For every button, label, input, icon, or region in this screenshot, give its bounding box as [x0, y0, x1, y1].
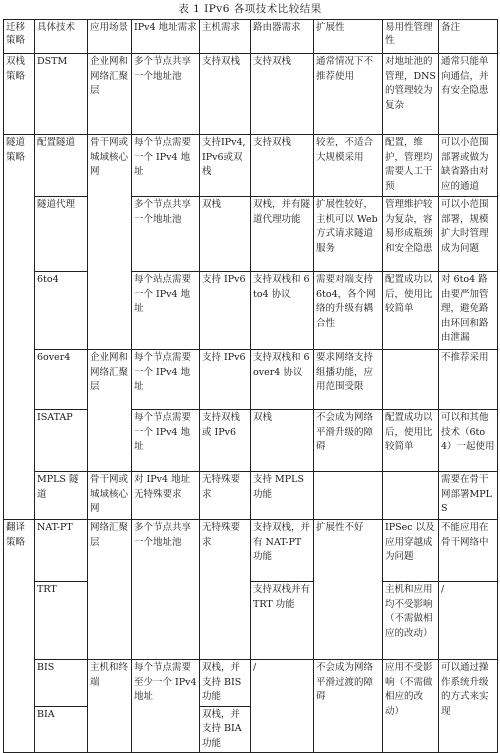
table-row — [4, 582, 498, 660]
ext-cell: 通常情况下不推荐使用 — [314, 54, 383, 135]
host-cell: 双栈，并支持 BIA 功能 — [200, 706, 251, 753]
host-cell: 支持 IPv6 — [200, 350, 251, 410]
host-cell: 支持 IPv6 — [200, 272, 251, 350]
strategy-cell: 翻译策略 — [4, 520, 35, 753]
header-cell: 备注 — [439, 20, 498, 54]
note-cell: 不能应用在骨干网络中 — [439, 520, 498, 582]
ease-cell: 主机和应用均不受影响（不需做相应的改动） — [383, 582, 439, 660]
ext-cell: 需要对端支持 6to4，各个网络的升级有耦合性 — [314, 272, 383, 350]
ease-cell: 配置，维护，管理均需要人工干预 — [383, 135, 439, 197]
note-cell: 需要在骨干网部署MPLS — [439, 472, 498, 520]
ext-cell: 较差，不适合大规模采用 — [314, 135, 383, 197]
ipv4-cell: 每个节点需要至少一个 IPv4 地址 — [132, 660, 200, 753]
note-cell: 可以小范围部署，规模扩大时管理成为问题 — [439, 197, 498, 272]
table-caption: 表 1 IPv6 各项技术比较结果 — [178, 3, 322, 15]
scene-cell: 主机和终端 — [88, 660, 132, 753]
tech-cell: BIA — [35, 706, 88, 753]
note-cell: 可以和其他技术（6to4）一起使用 — [439, 410, 498, 472]
scene-cell: 企业网和网络汇聚层 — [88, 54, 132, 135]
table-row — [4, 660, 498, 707]
ipv4-cell: 每个节点需要一个 IPv4 地址 — [132, 135, 200, 197]
note-cell: / — [439, 582, 498, 660]
router-cell: 支持双栈，并有 NAT-PT 功能 — [251, 520, 314, 582]
header-cell: 具体技术 — [35, 20, 88, 54]
host-cell: 无特殊要求 — [200, 520, 251, 660]
ease-cell: 管理维护较为复杂，容易形成瓶颈和安全隐患 — [383, 197, 439, 272]
tech-cell: TRT — [35, 582, 88, 660]
ipv4-cell: 每个站点需要一个 IPv4 地址 — [132, 272, 200, 350]
table-row — [4, 520, 498, 582]
note-cell: 可以通过操作系统升级的方式来实现 — [439, 660, 498, 753]
router-cell: 双栈，并有隧道代理功能 — [251, 197, 314, 272]
header-cell: 路由器需求 — [251, 20, 314, 54]
ext-cell: 要求网络支持组播功能，应用范围受限 — [314, 350, 383, 410]
router-cell: 支持双栈和 6over4 协议 — [251, 350, 314, 410]
ext-cell: 不会成为网络平滑过渡的障碍 — [314, 660, 383, 753]
router-cell: / — [251, 660, 314, 753]
header-cell: 扩展性 — [314, 20, 383, 54]
ease-cell: IPSec 以及应用穿越成为问题 — [383, 520, 439, 582]
header-cell: 易用性管理性 — [383, 20, 439, 54]
router-cell: 支持双栈和 6to4 协议 — [251, 272, 314, 350]
ipv4-cell: 多个节点共享一个地址池 — [132, 520, 200, 660]
header-row — [4, 20, 498, 54]
header-cell: 应用场景 — [88, 20, 132, 54]
table-row — [4, 135, 498, 197]
table-row — [4, 350, 498, 410]
tech-cell: DSTM — [35, 54, 88, 135]
host-cell: 双栈，并支持 BIS 功能 — [200, 660, 251, 707]
ipv4-cell: 每个节点需要一个 IPv4 地址 — [132, 410, 200, 472]
scene-cell: 企业网和网络汇聚层 — [88, 350, 132, 472]
header-cell: 迁移策略 — [4, 20, 35, 54]
tech-cell: 6over4 — [35, 350, 88, 410]
ease-cell: 配置成功以后，使用比较简单 — [383, 410, 439, 472]
ipv4-cell: 多个节点共享一个地址池 — [132, 54, 200, 135]
tech-cell: ISATAP — [35, 410, 88, 472]
ease-cell: 对地址池的管理，DNS的管理较为复杂 — [383, 54, 439, 135]
strategy-cell: 双栈策略 — [4, 54, 35, 135]
router-cell: 支持双栈 — [251, 135, 314, 197]
tech-cell: BIS — [35, 660, 88, 707]
table-row — [4, 272, 498, 350]
table-row — [4, 472, 498, 520]
note-cell: 可以小范围部署或做为缺省路由对应的通道 — [439, 135, 498, 197]
tech-cell: 配置隧道 — [35, 135, 88, 197]
comparison-table — [3, 19, 498, 753]
note-cell: 对 6to4 路由要严加管理，避免路由环回和路由泄漏 — [439, 272, 498, 350]
ipv4-cell: 多个节点共享一个地址池 — [132, 197, 200, 272]
table-row — [4, 410, 498, 472]
tech-cell: 6to4 — [35, 272, 88, 350]
ease-cell: 应用不受影响（不需做相应的改动） — [383, 660, 439, 753]
router-cell: 支持 MPLS 功能 — [251, 472, 314, 520]
ipv4-cell: 每个节点需要一个 IPv4 地址 — [132, 350, 200, 410]
note-cell: 通常只能单向通信，并有安全隐患 — [439, 54, 498, 135]
host-cell: 无特殊要求 — [200, 472, 251, 520]
host-cell: 双栈 — [200, 197, 251, 272]
note-cell: 不推荐采用 — [439, 350, 498, 410]
ext-cell — [314, 472, 383, 520]
ease-cell — [383, 350, 439, 410]
ext-cell: 扩展性不好 — [314, 520, 383, 660]
host-cell: 支持IPv4,IPv6或双栈 — [200, 135, 251, 197]
host-cell: 支持双栈或 IPv6 — [200, 410, 251, 472]
scene-cell: 骨干网或城域核心网 — [88, 472, 132, 520]
header-cell: 主机需求 — [200, 20, 251, 54]
scene-cell: 骨干网或城域核心网 — [88, 135, 132, 350]
ease-cell — [383, 472, 439, 520]
ipv4-cell: 对 IPv4 地址无特殊要求 — [132, 472, 200, 520]
table-row — [4, 54, 498, 135]
ext-cell: 不会成为网络平滑升级的障碍 — [314, 410, 383, 472]
tech-cell: 隧道代理 — [35, 197, 88, 272]
ease-cell: 配置成功以后，使用比较简单 — [383, 272, 439, 350]
router-cell: 支持双栈 — [251, 54, 314, 135]
table-row — [4, 197, 498, 272]
host-cell: 支持双栈 — [200, 54, 251, 135]
header-cell: IPv4 地址需求 — [132, 20, 200, 54]
router-cell: 支持双栈并有 TRT 功能 — [251, 582, 314, 660]
tech-cell: NAT-PT — [35, 520, 88, 582]
tech-cell: MPLS 隧道 — [35, 472, 88, 520]
ext-cell: 扩展性较好，主机可以 Web 方式请求隧道服务 — [314, 197, 383, 272]
strategy-cell: 隧道策略 — [4, 135, 35, 520]
router-cell: 双栈 — [251, 410, 314, 472]
scene-cell: 网络汇聚层 — [88, 520, 132, 660]
